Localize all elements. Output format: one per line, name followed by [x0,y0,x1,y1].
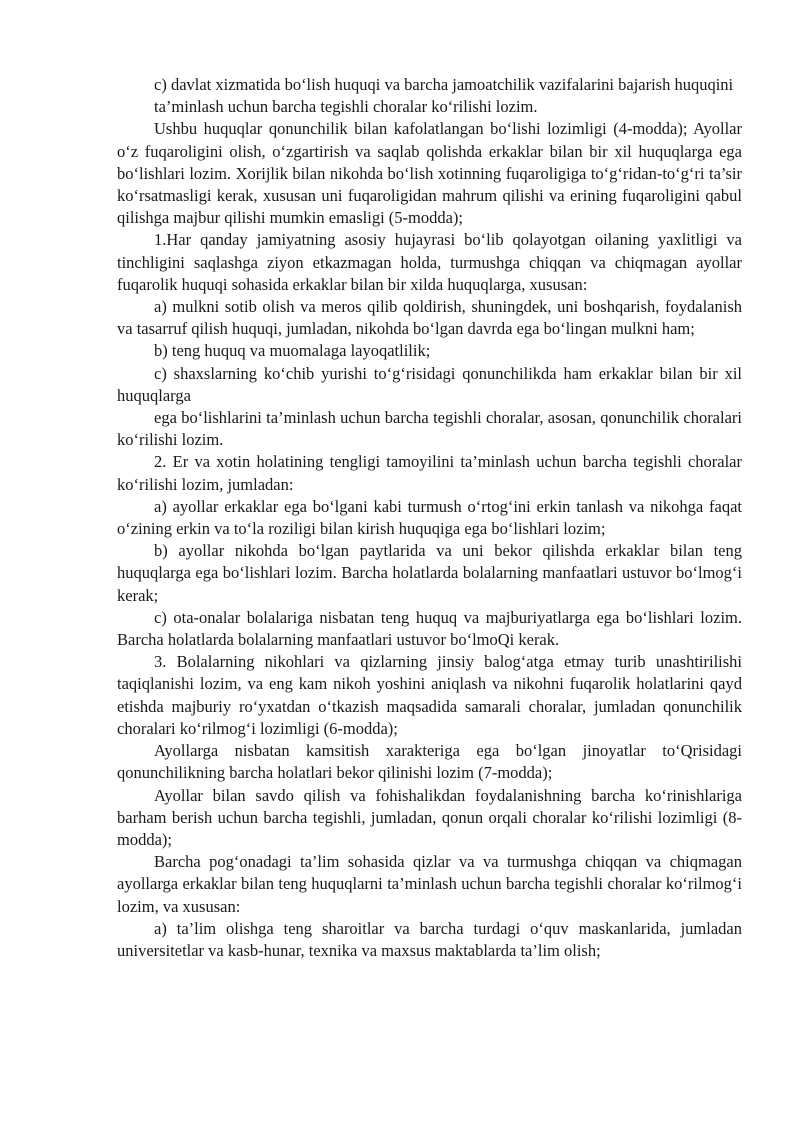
paragraph: ta’minlash uchun barcha tegishli choralar ko‘rilishi lozim. [154,97,538,117]
paragraph: a) mulkni sotib olish va meros qilib qoldirish, shuningdek, uni boshqarish, foydalanish va tasarruf qilish huquqi, jumladan, nikohda bo‘lgan davrda ega bo‘lingan mulkni ham; [117,297,742,339]
paragraph: a) ta’lim olishga teng sharoitlar va barcha turdagi o‘quv maskanlarida, jumladan universitetlar va kasb-hunar, texnika va maxsus maktablarda ta’lim olish; [117,918,742,960]
paragraph: c) davlat xizmatida bo‘lish huquqi va barcha jamoatchilik vazifalarini bajarish huquqini [154,75,734,94]
paragraph: 3. Bolalarning nikohlari va qizlarning jinsiy balog‘atga etmay turib unashtirilishi taqiqlanishi lozim, va eng kam nikoh yoshini aniqlash va nikohni fuqarolik holatlarini qayd etishda majburiy ro‘yxatdan o‘tkazish maqsadida samarali choralar, jumladan qonunchilik choralari ko‘rilmog‘i lozimligi (6-modda); [117,652,742,738]
paragraph: Barcha pog‘onadagi ta’lim sohasida qizlar va va turmushga chiqqan va chiqmagan ayollarga erkaklar bilan teng huquqlarni ta’minlash uchun barcha tegishli choralar ko‘rilmog‘i lozim, va xususan: [117,852,742,916]
paragraph: Ushbu huquqlar qonunchilik bilan kafolatlangan bo‘lishi lozimligi (4-modda); Ayollar o‘z fuqaroligini olish, o‘zgartirish va saqlab qolishda erkaklar bilan bir xil huquqlarga ega bo‘lishlari lozim. Xorijlik bilan nikohda bo‘lish xotinning fuqaroligiga to‘g‘ridan-to‘g‘ri ta’sir ko‘rsatmasligi kerak, xususan uni fuqaroligidan mahrum qilishi va erining fuqaroligini qabul qilishga majbur qilishi mumkin emasligi (5-modda); [117,119,742,228]
document-page [117,74,742,962]
paragraph: b) teng huquq va muomalaga layoqatlilik; [154,341,431,361]
paragraph: 1.Har qanday jamiyatning asosiy hujayrasi bo‘lib qolayotgan oilaning yaxlitligi va tinchligini saqlashga ziyon etkazmagan holda, turmushga chiqqan va chiqmagan ayollar fuqarolik huquqi sohasida erkaklar bilan bir xilda huquqlarga, xususan: [117,230,742,294]
paragraph: c) shaxslarning ko‘chib yurishi to‘g‘risidagi qonunchilikda ham erkaklar bilan bir xil huquqlarga [117,363,742,405]
paragraph: Ayollarga nisbatan kamsitish xarakteriga ega bo‘lgan jinoyatlar to‘Qrisidagi qonunchilikning barcha holatlari bekor qilinishi lozim (7-modda); [117,741,742,783]
paragraph: ega bo‘lishlarini ta’minlash uchun barcha tegishli choralar, asosan, qonunchilik choralari ko‘rilishi lozim. [117,408,742,450]
paragraph: 2. Er va xotin holatining tengligi tamoyilini ta’minlash uchun barcha tegishli choralar ko‘rilishi lozim, jumladan: [117,452,742,494]
paragraph: c) ota-onalar bolalariga nisbatan teng huquq va majburiyatlarga ega bo‘lishlari lozim. Barcha holatlarda bolalarning manfaatlari ustuvor bo‘lmoQi kerak. [117,607,742,650]
paragraph: a) ayollar erkaklar ega bo‘lgani kabi turmush o‘rtog‘ini erkin tanlash va nikohga faqat o‘zining erkin va to‘la roziligi bilan kirish huquqiga ega bo‘lishlari lozim; [117,496,742,539]
paragraph: b) ayollar nikohda bo‘lgan paytlarida va uni bekor qilishda erkaklar bilan teng huquqlarga ega bo‘lishlari lozim. Barcha holatlarda bolalarning manfaatlari ustuvor bo‘lmog‘i kerak; [117,541,742,605]
paragraph: Ayollar bilan savdo qilish va fohishalikdan foydalanishning barcha ko‘rinishlariga barham berish uchun barcha tegishli, jumladan, qonun orqali choralar ko‘rilishi lozimligi (8-modda); [117,785,742,849]
